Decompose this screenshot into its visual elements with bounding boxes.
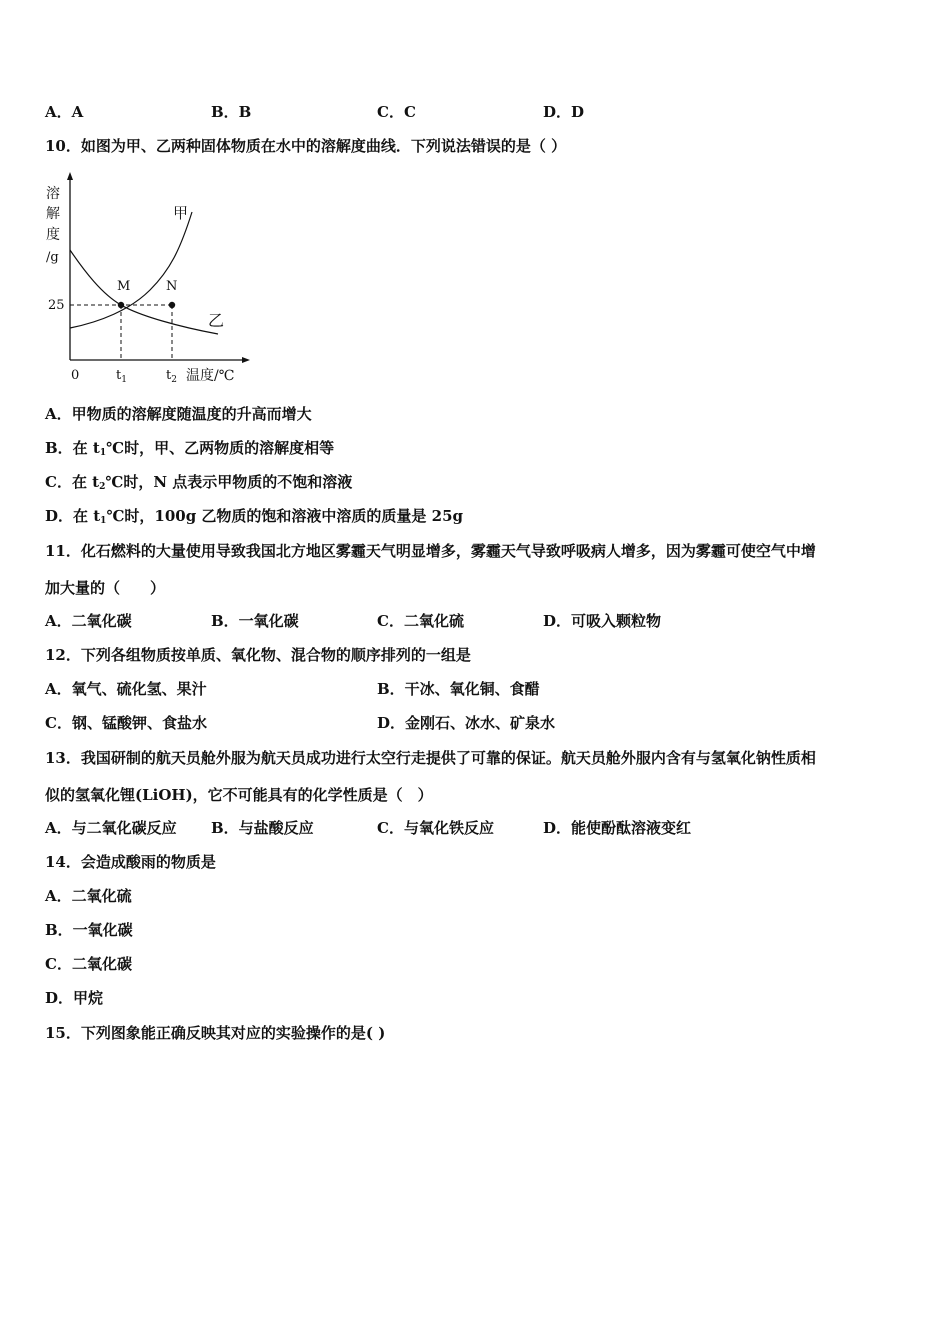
point-m — [118, 302, 124, 308]
x-tick-t1-t: t — [116, 368, 122, 383]
q13-stem-line1: 13．我国研制的航天员舱外服为航天员成功进行太空行走提供了可靠的保证。航天员舱外服内含有与氢氧化钠性质相 — [45, 749, 816, 767]
x-tick-t1 — [116, 368, 127, 385]
q11-option-a: A．二氧化碳 — [45, 612, 132, 630]
x-axis-label: 温度/℃ — [186, 368, 235, 384]
q11-option-b: B．一氧化碳 — [211, 612, 299, 630]
q10-option-d-post: ℃时，100g 乙物质的饱和溶液中溶质的质量是 25g — [106, 507, 464, 525]
q9-option-b: B．B — [211, 103, 252, 121]
x-tick-t2-t: t — [166, 368, 172, 383]
q13-option-a: A．与二氧化碳反应 — [45, 819, 177, 837]
point-n-label: N — [166, 279, 178, 294]
point-m-label: M — [117, 279, 131, 294]
q10-option-b-post: ℃时，甲、乙两物质的溶解度相等 — [106, 439, 335, 457]
curve-yi — [70, 250, 218, 334]
q12-option-d: D．金刚石、冰水、矿泉水 — [377, 714, 556, 732]
y-tick-label-25: 25 — [48, 298, 65, 313]
q14-option-d: D．甲烷 — [45, 989, 104, 1007]
q13-option-d: D．能使酚酞溶液变红 — [543, 819, 692, 837]
q12-option-c: C．钢、锰酸钾、食盐水 — [45, 714, 207, 732]
q12-option-b: B．干冰、氧化铜、食醋 — [377, 680, 540, 698]
y-axis-label-char: 度 — [46, 227, 60, 243]
y-axis-label-char: 解 — [46, 206, 60, 222]
q13-option-c: C．与氧化铁反应 — [377, 819, 494, 837]
q10-option-b — [45, 438, 334, 463]
y-axis-arrow — [67, 172, 73, 180]
q11-option-d: D．可吸入颗粒物 — [543, 612, 662, 630]
q13-stem-line2: 似的氢氧化锂(LiOH)，它不可能具有的化学性质是（ ） — [45, 786, 433, 804]
q10-option-b-pre: B．在 t — [45, 439, 100, 457]
solubility-curve-figure — [40, 172, 250, 387]
curve-jia-label: 甲 — [173, 204, 189, 222]
point-n — [169, 302, 175, 308]
curve-yi-label: 乙 — [208, 311, 225, 330]
q10-option-b-sub: 1 — [99, 448, 107, 458]
q14-option-a: A．二氧化硫 — [45, 887, 132, 905]
q10-option-c-sub: 2 — [99, 482, 106, 492]
x-axis-arrow — [242, 357, 250, 363]
x-tick-t1-sub: 1 — [121, 375, 127, 385]
q11-stem-line1: 11．化石燃料的大量使用导致我国北方地区雾霾天气明显增多，雾霾天气导致呼吸病人增多，因为雾霾可使空气中增 — [45, 542, 816, 560]
x-origin-label: 0 — [71, 368, 80, 383]
q9-option-d: D．D — [543, 103, 585, 121]
q10-option-d-pre: D．在 t — [45, 507, 101, 525]
q14-stem: 14．会造成酸雨的物质是 — [45, 853, 216, 871]
q14-option-b: B．一氧化碳 — [45, 921, 133, 939]
q12-option-a: A．氧气、硫化氢、果汁 — [45, 680, 207, 698]
q11-option-c: C．二氧化硫 — [377, 612, 464, 630]
x-tick-t2-sub: 2 — [171, 375, 177, 385]
q12-stem: 12．下列各组物质按单质、氧化物、混合物的顺序排列的一组是 — [45, 646, 471, 664]
q11-stem-line2: 加大量的（ ） — [45, 579, 166, 597]
q10-option-c — [45, 472, 352, 497]
y-axis-label-char: 溶 — [46, 186, 60, 202]
q10-stem: 10．如图为甲、乙两种固体物质在水中的溶解度曲线．下列说法错误的是（ ） — [45, 137, 567, 155]
q10-option-a: A．甲物质的溶解度随温度的升高而增大 — [45, 405, 312, 423]
q9-option-c: C．C — [377, 103, 416, 121]
q10-option-d — [45, 506, 463, 531]
x-tick-t2 — [166, 368, 177, 385]
q10-option-d-sub: 1 — [100, 516, 107, 526]
q15-stem: 15．下列图象能正确反映其对应的实验操作的是( ) — [45, 1024, 386, 1042]
q10-option-c-pre: C．在 t — [45, 473, 100, 491]
y-axis-label-char: /g — [46, 250, 59, 265]
q13-option-b: B．与盐酸反应 — [211, 819, 314, 837]
q9-option-a: A．A — [45, 103, 84, 121]
q14-option-c: C．二氧化碳 — [45, 955, 132, 973]
q10-option-c-post: ℃时，N 点表示甲物质的不饱和溶液 — [105, 473, 353, 491]
